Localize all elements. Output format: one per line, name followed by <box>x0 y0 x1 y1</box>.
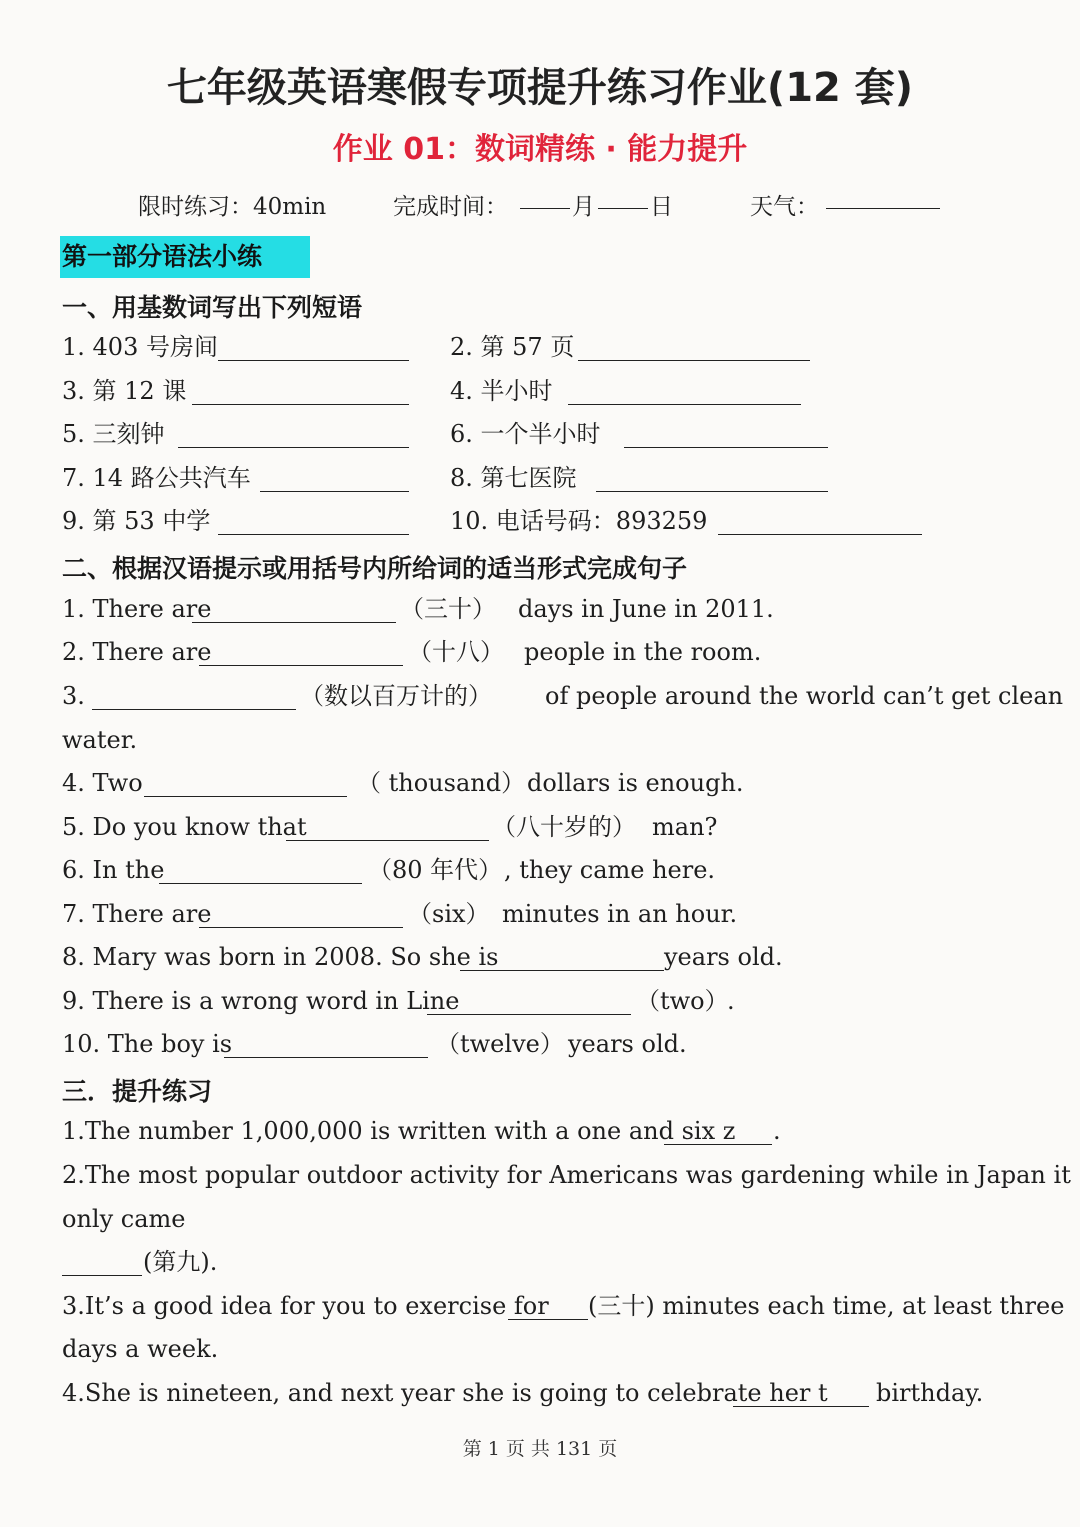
p2-q3-pre: 3. <box>62 682 85 710</box>
p1-item-5-blank[interactable] <box>178 447 409 448</box>
p3-q1-pre: 1.The number 1,000,000 is written with a one and six z <box>62 1117 736 1145</box>
p2-q10-hint: （twelve） <box>436 1030 564 1058</box>
meta-row <box>0 188 1080 220</box>
p1-item-9-blank[interactable] <box>218 534 409 535</box>
p1-item-8 <box>450 462 577 494</box>
p2-q9-post: . <box>727 987 735 1015</box>
p1-item-6-blank[interactable] <box>624 447 828 448</box>
p3-q4 <box>62 1377 828 1409</box>
section-badge: 第一部分语法小练 <box>60 236 310 278</box>
p2-q5 <box>62 811 307 843</box>
p1-item-3-text: 3. 第 12 课 <box>62 377 187 405</box>
p1-item-5-text: 5. 三刻钟 <box>62 420 165 448</box>
p2-q2-pre: 2. There are <box>62 638 212 666</box>
p2-q1-hint: （三十） <box>400 595 496 623</box>
p2-q8-post: years old. <box>664 943 783 971</box>
p1-item-10-text: 10. 电话号码：893259 <box>450 507 708 535</box>
p3-q3-post: (三十) minutes each time, at least three <box>588 1292 1065 1320</box>
p2-q1-pre: 1. There are <box>62 595 212 623</box>
p3-q2-line1: 2.The most popular outdoor activity for Americans was gardening while in Japan it <box>62 1161 1071 1189</box>
p2-q10 <box>62 1028 232 1060</box>
p3-q2-line2: only came <box>62 1205 186 1233</box>
p2-q6-pre: 6. In the <box>62 856 165 884</box>
p1-item-2 <box>450 331 574 363</box>
p2-q9-hint: （two） <box>636 987 729 1015</box>
p2-q10-pre: 10. The boy is <box>62 1030 233 1058</box>
p1-item-9 <box>62 505 210 537</box>
page-subtitle: 作业 01：数词精练 · 能力提升 <box>332 132 748 167</box>
p2-q9-blank[interactable] <box>427 1014 631 1015</box>
p1-item-5 <box>62 418 165 450</box>
p2-q6-hint: （80 年代） <box>368 856 503 884</box>
page-footer: 第 1 页 共 131 页 <box>462 1438 618 1460</box>
p1-item-1 <box>62 331 218 363</box>
p1-item-8-text: 8. 第七医院 <box>450 464 577 492</box>
p1-item-2-blank[interactable] <box>578 360 810 361</box>
p3-q3-line2: days a week. <box>62 1335 219 1363</box>
finish-day-label: 日 <box>650 194 673 220</box>
p2-q7-blank[interactable] <box>199 927 403 928</box>
p3-q4-blank[interactable] <box>733 1406 869 1407</box>
p1-item-9-text: 9. 第 53 中学 <box>62 507 211 535</box>
p3-q3-blank[interactable] <box>508 1319 588 1320</box>
p2-q6 <box>62 854 164 886</box>
p2-q7 <box>62 898 211 930</box>
p1-item-3 <box>62 375 186 407</box>
time-limit: 限时练习：40min <box>138 194 327 220</box>
p1-item-10-blank[interactable] <box>718 534 922 535</box>
p1-item-4-blank[interactable] <box>568 404 801 405</box>
p2-q4-post: dollars is enough. <box>527 769 744 797</box>
p2-q2 <box>62 636 211 668</box>
p2-q1-blank[interactable] <box>192 622 396 623</box>
p2-q3 <box>62 680 85 712</box>
part1-heading: 一、用基数词写出下列短语 <box>62 293 363 322</box>
p2-q10-blank[interactable] <box>224 1057 428 1058</box>
p1-item-7-blank[interactable] <box>260 491 409 492</box>
p3-q3 <box>62 1290 549 1322</box>
p2-q4-blank[interactable] <box>144 796 347 797</box>
p2-q2-hint: （十八） <box>408 638 504 666</box>
p2-q3-post: of people around the world can’t get clean <box>545 682 1064 710</box>
page-title: 七年级英语寒假专项提升练习作业(12 套) <box>166 65 914 111</box>
finish-month-label: 月 <box>572 194 595 220</box>
part3-heading: 三．提升练习 <box>62 1077 213 1106</box>
p3-q1-post: . <box>773 1117 781 1145</box>
p2-q2-blank[interactable] <box>199 665 403 666</box>
p1-item-6-text: 6. 一个半小时 <box>450 420 601 448</box>
p1-item-10 <box>450 505 707 537</box>
p2-q3-blank[interactable] <box>92 709 296 710</box>
p2-q8-blank[interactable] <box>460 970 664 971</box>
p2-q4 <box>62 767 143 799</box>
p1-item-8-blank[interactable] <box>596 491 828 492</box>
p1-item-4-text: 4. 半小时 <box>450 377 553 405</box>
p2-q1 <box>62 593 211 625</box>
p2-q2-post: people in the room. <box>524 638 762 666</box>
p2-q5-post: man? <box>652 813 718 841</box>
part2-heading: 二、根据汉语提示或用括号内所给词的适当形式完成句子 <box>62 554 688 583</box>
p1-item-7-text: 7. 14 路公共汽车 <box>62 464 251 492</box>
p2-q7-post: minutes in an hour. <box>502 900 738 928</box>
p2-q4-pre: 4. Two <box>62 769 143 797</box>
p2-q5-pre: 5. Do you know that <box>62 813 307 841</box>
weather-label: 天气： <box>750 194 819 220</box>
p3-q2-post: (第九). <box>143 1248 218 1276</box>
p3-q1 <box>62 1115 735 1147</box>
p3-q2-blank[interactable] <box>62 1275 142 1276</box>
p2-q5-hint: （八十岁的） <box>492 813 636 841</box>
p2-q4-hint: （ thousand） <box>357 769 526 797</box>
p1-item-1-blank[interactable] <box>218 360 409 361</box>
p2-q8 <box>62 941 498 973</box>
p1-item-7 <box>62 462 251 494</box>
p2-q7-pre: 7. There are <box>62 900 212 928</box>
p3-q1-blank[interactable] <box>664 1144 772 1145</box>
p2-q8-pre: 8. Mary was born in 2008. So she is <box>62 943 499 971</box>
p2-q6-blank[interactable] <box>159 883 362 884</box>
p2-q3-cont: water. <box>62 726 138 754</box>
p3-q4-pre: 4.She is nineteen, and next year she is going to celebrate her t <box>62 1379 828 1407</box>
p1-item-6 <box>450 418 601 450</box>
finish-time-label: 完成时间： <box>393 194 508 220</box>
p3-q3-pre: 3.It’s a good idea for you to exercise for <box>62 1292 549 1320</box>
p1-item-4 <box>450 375 553 407</box>
p2-q10-post: years old. <box>568 1030 687 1058</box>
p2-q9 <box>62 985 459 1017</box>
p2-q3-hint: （数以百万计的） <box>300 682 492 710</box>
p1-item-1-text: 1. 403 号房间 <box>62 333 218 361</box>
p2-q1-post: days in June in 2011. <box>518 595 774 623</box>
p2-q9-pre: 9. There is a wrong word in Line <box>62 987 460 1015</box>
p3-q4-post: birthday. <box>876 1379 984 1407</box>
p2-q7-hint: （six） <box>408 900 490 928</box>
p1-item-2-text: 2. 第 57 页 <box>450 333 575 361</box>
p2-q5-blank[interactable] <box>286 840 489 841</box>
p1-item-3-blank[interactable] <box>192 404 409 405</box>
p2-q6-post: , they came here. <box>504 856 716 884</box>
